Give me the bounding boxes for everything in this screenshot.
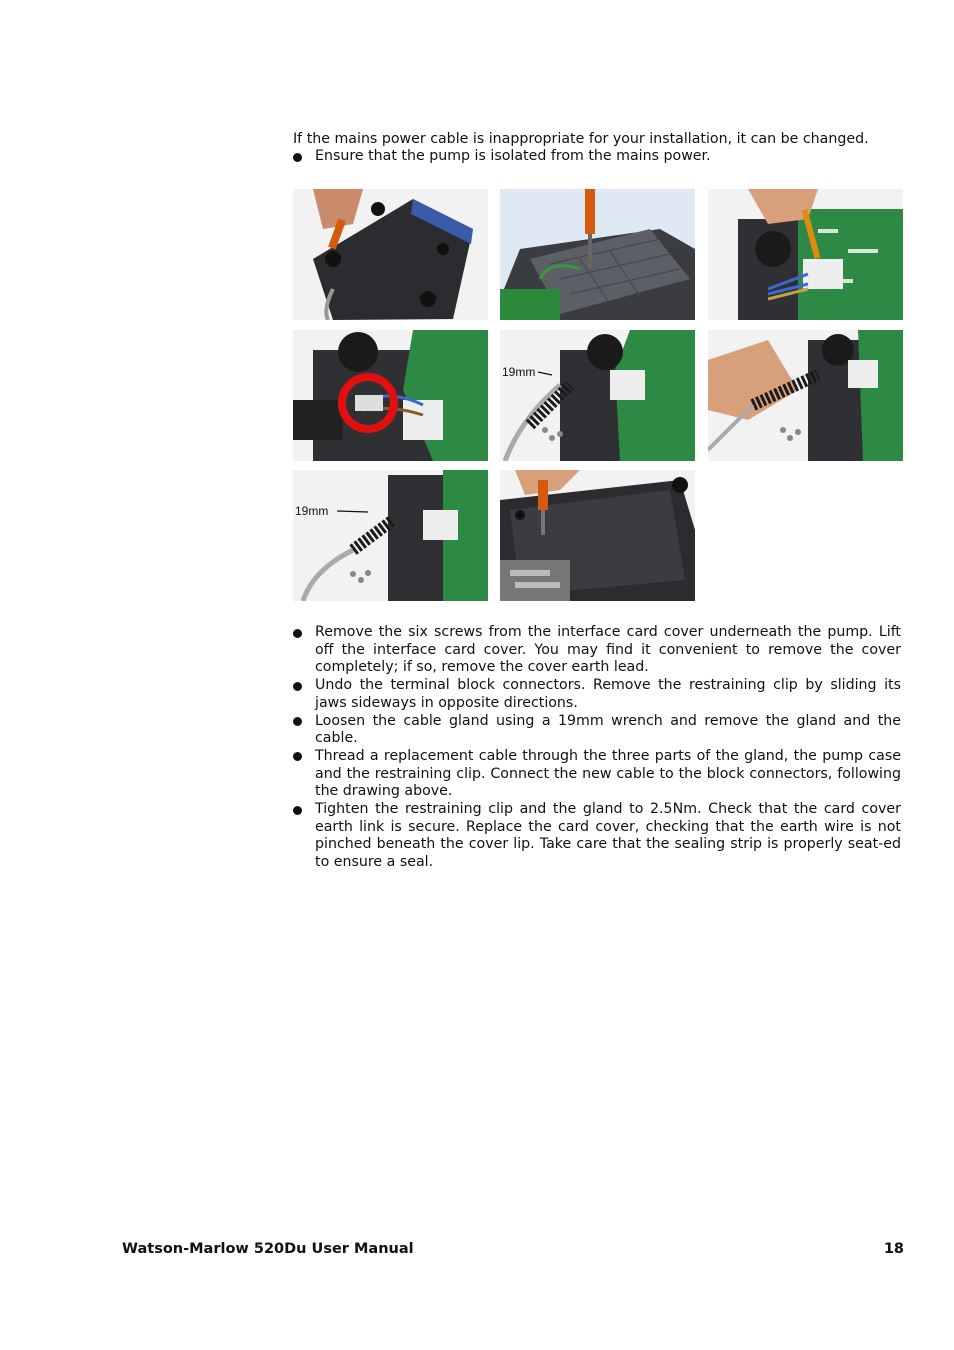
step-text: Remove the six screws from the interface card cover underneath the pump. Lift off the interface card cover. You may find it convenient to remove the cover completely; if so, remove the cover earth lead. <box>315 624 901 676</box>
list-item <box>293 624 901 677</box>
photo-replace-cover <box>500 470 695 601</box>
list-item <box>293 148 905 166</box>
manual-title: Watson-Marlow 520Du User Manual <box>122 1241 414 1257</box>
intro-section <box>293 130 905 166</box>
measurement-label-19mm: 19mm <box>502 365 536 379</box>
intro-text: If the mains power cable is inappropriate for your installation, it can be changed. <box>293 131 869 147</box>
photo-lift-cover <box>500 189 695 320</box>
list-item <box>293 713 901 748</box>
list-item <box>293 748 901 801</box>
step-text: Undo the terminal block connectors. Remove the restraining clip by sliding its jaws sideways in opposite directions. <box>315 677 901 711</box>
photo-gland-19mm <box>500 330 695 461</box>
page-number: 18 <box>883 1241 904 1257</box>
step-text: Thread a replacement cable through the three parts of the gland, the pump case and the restraining clip. Connect the new cable to the block connectors, following the drawing above. <box>315 747 901 800</box>
bullet-icon <box>293 806 302 815</box>
intro-bullet-list <box>293 148 905 166</box>
photo-restraining-clip <box>293 330 488 461</box>
bullet-icon <box>293 629 302 638</box>
photo-remove-cable <box>708 330 903 461</box>
step-text: Loosen the cable gland using a 19mm wrench and remove the gland and the cable. <box>315 712 901 747</box>
photo-remove-screws <box>293 189 488 320</box>
measurement-label-19mm: 19mm <box>295 504 329 518</box>
steps-list <box>293 624 901 872</box>
bullet-text: Ensure that the pump is isolated from the mains power. <box>315 148 711 164</box>
photo-grid <box>293 189 905 601</box>
bullet-icon <box>293 153 302 162</box>
list-item <box>293 801 901 872</box>
bullet-icon <box>293 682 302 691</box>
bullet-icon <box>293 717 302 726</box>
list-item <box>293 677 901 712</box>
bullet-icon <box>293 752 302 761</box>
photo-thread-cable <box>293 470 488 601</box>
photo-terminal-block <box>708 189 903 320</box>
step-text: Tighten the restraining clip and the gland to 2.5Nm. Check that the card cover earth link is secure. Replace the card cover, checking that the earth wire is not pinched beneath the cover lip. Take care that the sealing strip is properly seat-ed to ensure a seal. <box>315 801 901 871</box>
